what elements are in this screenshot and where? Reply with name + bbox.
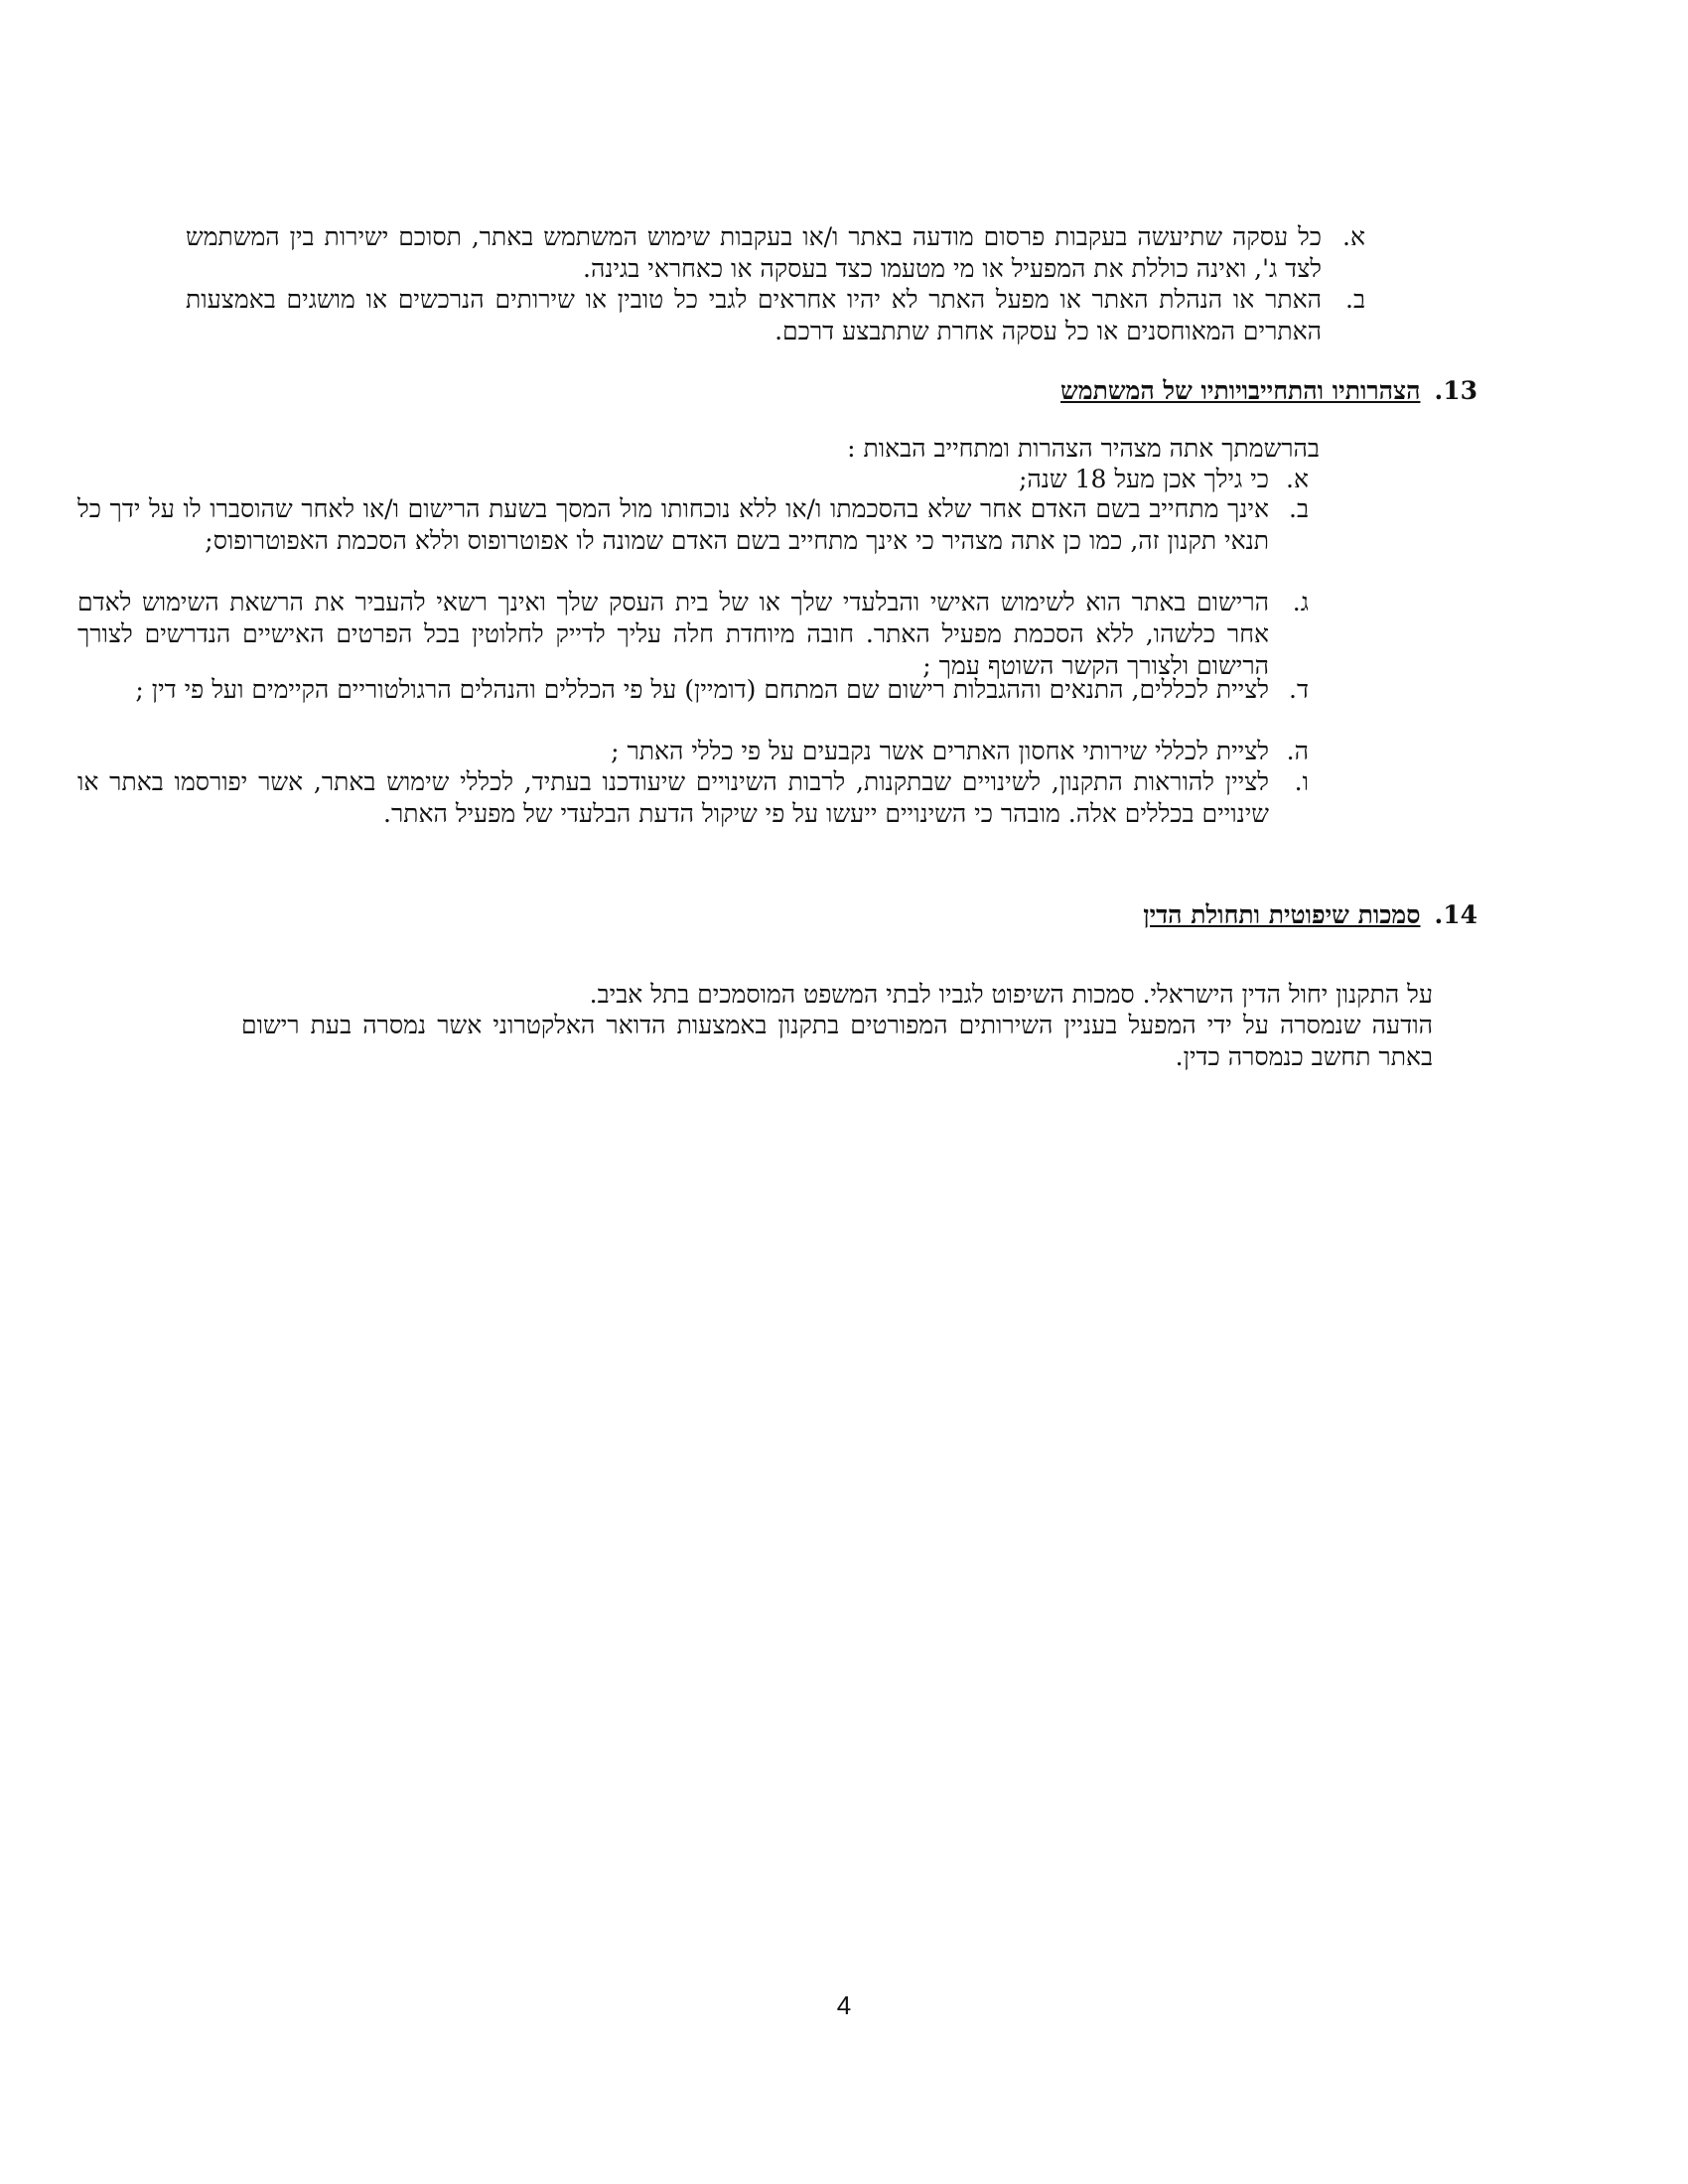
list-item-text: כי גילך אכן מעל 18 שנה; bbox=[1018, 465, 1269, 493]
list-marker: ו. bbox=[1294, 767, 1309, 796]
section-title: סמכות שיפוטית ותחולת הדין bbox=[1143, 900, 1421, 929]
list-marker: ב. bbox=[1345, 285, 1365, 314]
list-item-text: האתר או הנהלת האתר או מפעל האתר לא יהיו אחראים לגבי כל טובין או שירותים הנרכשים או מושגים באמצעות האתרים המאוחסנים או כל עסקה אחרת שתתבצע דרכם. bbox=[186, 285, 1322, 345]
list-marker: ה. bbox=[1286, 737, 1309, 765]
list-item-text: אינך מתחייב בשם האדם אחר שלא בהסכמתו ו/או ללא נוכחותו מול המסך בשעת הרישום ו/או לאחר שהוסברו לו על ידך כל תנאי תקנון זה, כמו כן אתה מצהיר כי אינך מתחייב בשם האדם שמונה לו אפוטרופוס וללא הסכמת האפוטרופוס; bbox=[77, 494, 1269, 555]
section-13-intro: בהרשמתך אתה מצהיר הצהרות ומתחייב הבאות : bbox=[847, 434, 1320, 463]
page-number: 4 bbox=[836, 1990, 852, 2020]
list-item-text: לציית לכללי שירותי אחסון האתרים אשר נקבעים על פי כללי האתר ; bbox=[611, 737, 1269, 765]
list-item-12-b bbox=[186, 284, 1365, 347]
section-title: הצהרותיו והתחייבויותיו של המשתמש bbox=[1060, 376, 1421, 405]
list-item-13-d bbox=[77, 674, 1309, 738]
list-marker: א. bbox=[1286, 465, 1309, 493]
list-item-text: הרישום באתר הוא לשימוש האישי והבלעדי שלך או של בית העסק שלך ואינך רשאי להעביר את הרשאת השימוש לאדם אחר כלשהו, ללא הסכמת מפעיל האתר. חובה מיוחדת חלה עליך לדייק לחלוטין בכל הפרטים האישיים הנדרשים לצורך הרישום ולצורך הקשר השוטף עמך ; bbox=[77, 588, 1269, 680]
section-14-paragraph-2: הודעה שנמסרה על ידי המפעל בעניין השירותים המפורטים בתקנון באמצעות הדואר האלקטרוני אשר נמסרה בעת רישום באתר תחשב כנמסרה כדין. bbox=[241, 1011, 1433, 1071]
list-item-text: כל עסקה שתיעשה בעקבות פרסום מודעה באתר ו/או בעקבות שימוש המשתמש באתר, תסוכם ישירות בין המשתמש לצד ג', ואינה כוללת את המפעיל או מי מטעמו כצד בעסקה או כאחראי בגינה. bbox=[186, 222, 1322, 283]
list-item-13-f bbox=[77, 766, 1309, 862]
section-14-paragraph-1: על התקנון יחול הדין הישראלי. סמכות השיפוט לגביו לבתי המשפט המוסמכים בתל אביב. bbox=[589, 980, 1433, 1009]
list-marker: ב. bbox=[1289, 494, 1309, 523]
section-14-heading bbox=[1143, 899, 1477, 931]
list-marker: א. bbox=[1342, 222, 1365, 251]
list-item-text: לציית לכללים, התנאים וההגבלות רישום שם המתחם (דומיין) על פי הכללים והנהלים הרגולטוריים הקיימים ועל פי דין ; bbox=[135, 675, 1269, 704]
list-item-13-b bbox=[77, 493, 1309, 589]
section-number: 14. bbox=[1434, 900, 1477, 929]
list-item-13-c bbox=[77, 587, 1309, 682]
list-item-text: לציין להוראות התקנון, לשינויים שבתקנות, לרבות השינויים שיעודכנו בעתיד, לכללי שימוש באתר, אשר יפורסמו באתר או שינויים בכללים אלה. מובהר כי השינויים ייעשו על פי שיקול הדעת הבלעדי של מפעיל האתר. bbox=[77, 767, 1269, 828]
section-13-heading bbox=[1060, 375, 1477, 407]
list-marker: ג. bbox=[1292, 588, 1309, 616]
section-number: 13. bbox=[1434, 376, 1477, 405]
list-item-13-a bbox=[77, 464, 1309, 495]
list-marker: ד. bbox=[1289, 675, 1309, 704]
list-item-12-a bbox=[186, 221, 1365, 285]
list-item-13-e bbox=[77, 736, 1309, 767]
